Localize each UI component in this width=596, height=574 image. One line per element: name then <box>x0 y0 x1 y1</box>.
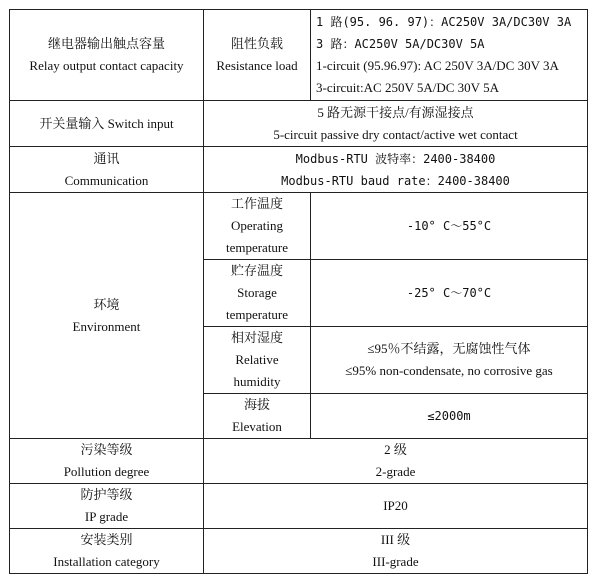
install-value-cell <box>204 529 588 574</box>
switch-label-cell <box>10 101 204 147</box>
switch-value-en: 5-circuit passive dry contact/active wet contact <box>273 126 518 142</box>
comm-row <box>10 147 588 193</box>
env-op-en1: Operating <box>231 218 283 233</box>
env-st-label-cell <box>204 260 311 327</box>
env-label-en: Environment <box>72 318 141 334</box>
install-label-zh: 安装类别 <box>80 532 133 547</box>
comm-label-cell <box>10 147 204 193</box>
relay-line-4: 3-circuit:AC 250V 5A/DC 30V 5A <box>316 80 499 95</box>
comm-value-zh: Modbus-RTU 波特率：2400-38400 <box>295 151 496 166</box>
env-label-zh: 环境 <box>93 296 120 312</box>
switch-value-cell <box>204 101 588 147</box>
spec-table <box>9 9 588 574</box>
pollution-value-en: 2-grade <box>375 464 416 479</box>
pollution-label-cell <box>10 439 204 484</box>
env-hum-en1: Relative <box>235 352 279 367</box>
pollution-label-zh: 污染等级 <box>80 442 133 457</box>
comm-value-en: Modbus-RTU baud rate：2400-38400 <box>281 173 510 188</box>
env-op-value: -10° C～55°C <box>406 219 492 233</box>
relay-value-cell <box>311 10 588 101</box>
comm-label-en: Communication <box>64 172 149 188</box>
env-op-label-cell <box>204 193 311 260</box>
env-st-zh: 贮存温度 <box>230 263 283 278</box>
relay-line-3: 1-circuit (95.96.97): AC 250V 3A/DC 30V 3A <box>316 58 559 73</box>
env-op-en2: temperature <box>225 240 289 255</box>
protection-row <box>10 484 588 529</box>
install-row <box>10 529 588 574</box>
env-hum-value-en: ≤95% non-condensate, no corrosive gas <box>345 363 553 378</box>
switch-row <box>10 101 588 147</box>
switch-label: 开关量输入 Switch input <box>39 115 174 131</box>
env-label-cell <box>10 193 204 439</box>
env-op-zh: 工作温度 <box>230 196 283 211</box>
protection-label-zh: 防护等级 <box>80 487 133 502</box>
switch-value-zh: 5 路无源干接点/有源湿接点 <box>317 104 474 120</box>
protection-label-en: IP grade <box>84 509 129 524</box>
env-st-en1: Storage <box>237 285 277 300</box>
env-op-row <box>10 193 588 260</box>
env-hum-value-zh: ≤95％不结露，无腐蚀性气体 <box>367 341 531 356</box>
install-value-en: III-grade <box>372 554 419 569</box>
pollution-value-cell <box>204 439 588 484</box>
env-elev-value-cell <box>311 394 588 439</box>
relay-line-2: 3 路：AC250V 5A/DC30V 5A <box>316 37 485 51</box>
comm-label-zh: 通讯 <box>93 150 120 166</box>
env-elev-zh: 海拔 <box>243 397 270 412</box>
protection-value: IP20 <box>383 498 408 513</box>
env-hum-label-cell <box>204 327 311 394</box>
env-st-en2: temperature <box>225 307 289 322</box>
env-hum-en2: humidity <box>233 374 281 389</box>
relay-load-cell <box>204 10 311 101</box>
relay-row <box>10 10 588 101</box>
protection-label-cell <box>10 484 204 529</box>
pollution-label-en: Pollution degree <box>63 464 150 479</box>
install-label-en: Installation category <box>53 554 160 569</box>
install-value-zh: III 级 <box>380 532 411 547</box>
protection-value-cell <box>204 484 588 529</box>
env-elev-value: ≤2000m <box>427 409 471 423</box>
relay-label-zh: 继电器输出触点容量 <box>47 36 165 51</box>
relay-load-en: Resistance load <box>216 58 298 73</box>
relay-label-en: Relay output contact capacity <box>29 58 184 73</box>
env-elev-en: Elevation <box>232 419 282 434</box>
env-hum-value-cell <box>311 327 588 394</box>
relay-load-zh: 阻性负载 <box>230 36 283 51</box>
relay-label-cell <box>10 10 204 101</box>
pollution-row <box>10 439 588 484</box>
env-st-value: -25° C～70°C <box>406 286 492 300</box>
env-hum-zh: 相对湿度 <box>230 330 283 345</box>
env-op-value-cell <box>311 193 588 260</box>
env-elev-label-cell <box>204 394 311 439</box>
install-label-cell <box>10 529 204 574</box>
relay-line-1: 1 路(95. 96. 97)：AC250V 3A/DC30V 3A <box>316 15 572 29</box>
env-st-value-cell <box>311 260 588 327</box>
pollution-value-zh: 2 级 <box>384 442 407 457</box>
comm-value-cell <box>204 147 588 193</box>
